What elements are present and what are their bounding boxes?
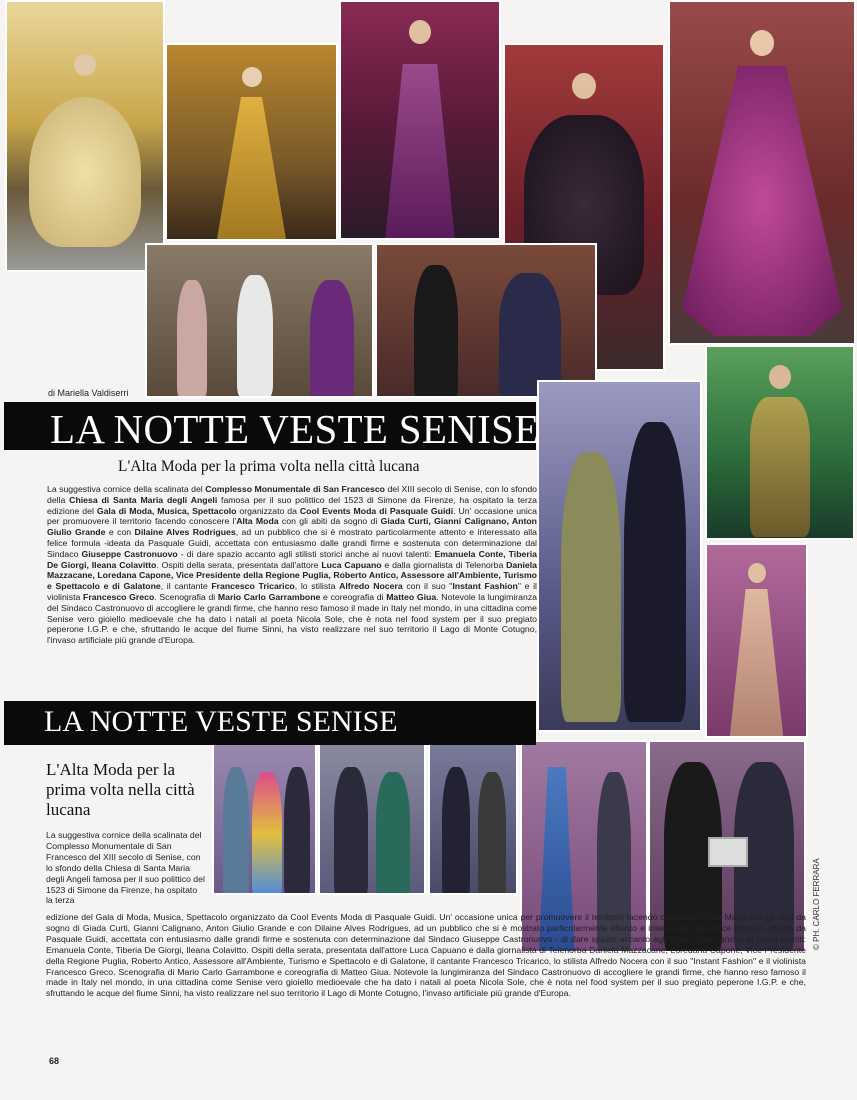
model-head <box>242 67 262 87</box>
model-dress <box>750 397 810 537</box>
person-right <box>310 280 354 398</box>
model-head <box>748 563 766 583</box>
photo-credit: © PH. CARLO FERRARA <box>812 858 821 950</box>
person-left <box>177 280 207 398</box>
headline-banner-2 <box>4 701 536 745</box>
person-left <box>442 767 470 895</box>
article-body-wide: edizione del Gala di Moda, Musica, Spettacolo organizzato da Cool Events Moda di Pasquale Guidi. Un' occasione unica per promuovere il territorio facendo conoscere l'Alta Moda con gli abiti da sogno di Giada Curti, Gianni Calignano, Anton Giulio Grande e con Dilaine Alves Rodrigues, ad un pubblico che si è mostrato particolarmente attento e interessato alla felice formula -ideata da Pasquale Guidi, accettata con entusiasmo dalle grandi firme e sostenuta con determinazione dal Sindaco Giuseppe Castronuovo - di dare spazio accanto agli stilisti storici anche ai nuovi talenti: Emanuela Conte, Tiberia De Giorgi, Ileana Colavitto. Ospiti della serata, presentata dall'attore Luca Capuano e dalla giornalista di Telenorba Daniela Mazzacane, Loredana Capone, Vice Presidente della Regione Puglia, Roberto Antico, Assessore all'Ambiente, Turismo e Spettacolo e di Galatone, il cantante Francesco Tricarico, lo stilista Alfredo Nocera con il suo "Instant Fashion" e il violinista Francesco Greco. Scenografia di Mario Carlo Garrambone e coreografia di Matteo Giua. Notevole la lungimiranza del Sindaco Castronuovo di accogliere le grandi firme, che hanno reso famoso il made in Italy nel mondo, in una cittadina come Senise vero gioiello medioevale che ha dato i natali al poeta Nicola Sole, che è nota nel food system per il suo pregiato peperone I.G.P. e che, sfruttando le acque del fiume Sinni, ha visto realizzare nel suo territorio il Lago di Monte Cotugno, l'invaso artificiale più grande d'Europa. <box>46 912 806 999</box>
model-dress <box>29 97 141 247</box>
headline-banner-1 <box>4 402 540 452</box>
person-1 <box>223 767 249 895</box>
runway-photo-purple-feather-dress <box>339 0 501 240</box>
runway-photo-straw-gown <box>5 0 165 272</box>
page-number: 68 <box>49 1056 60 1066</box>
award-photo-man-and-woman <box>428 740 518 895</box>
person-left <box>334 767 368 895</box>
person-model <box>414 265 458 398</box>
person-right <box>376 772 410 895</box>
person-2 <box>252 772 282 895</box>
runway-photo-gold-gown <box>165 43 338 241</box>
award-photo-woman-with-host <box>537 380 702 732</box>
award-photo-two-men <box>318 740 426 895</box>
model-head <box>409 20 431 44</box>
model-head <box>769 365 791 389</box>
model-head <box>572 73 596 99</box>
model-head <box>750 30 774 56</box>
headline: LA NOTTE VESTE SENISE <box>50 406 540 452</box>
person-woman <box>561 452 621 722</box>
person-3 <box>284 767 310 895</box>
stage-photo-model-and-host <box>375 243 597 398</box>
stage-photo-designer-and-models <box>145 243 374 398</box>
subtitle: L'Alta Moda per la prima volta nella città lucana <box>46 760 195 819</box>
runway-photo-pink-gown <box>705 543 808 738</box>
person-right <box>478 772 506 895</box>
photo-bg <box>377 245 595 396</box>
award-plaque <box>708 837 748 867</box>
person-center <box>237 275 273 397</box>
article-body-column: La suggestiva cornice della scalinata del Complesso Monumentale di San Francesco del XIII secolo di Senise, con lo sfondo della Chiesa di Santa Maria degli Angeli famosa per il suo polittico del 1523 di Simone da Firenze, ha ospitato la terza <box>46 830 205 906</box>
subtitle: L'Alta Moda per la prima volta nella città lucana <box>118 458 420 475</box>
award-photo-group-colorful <box>212 740 317 895</box>
headline: LA NOTTE VESTE SENISE <box>44 705 398 738</box>
model-head <box>74 54 96 76</box>
person-host <box>624 422 686 722</box>
byline: di Mariella Valdiserri <box>48 388 129 398</box>
runway-photo-magenta-feather-cape <box>668 0 856 345</box>
article-body: La suggestiva cornice della scalinata del Complesso Monumentale di San Francesco del XIII secolo di Senise, con lo sfondo della Chiesa di Santa Maria degli Angeli famosa per il suo polittico del 1523 di Simone da Firenze, ha ospitato la terza edizione del Gala di Moda, Musica, Spettacolo organizzato da Cool Events Moda di Pasquale Guidi. Un' occasione unica per promuovere il territorio facendo conoscere l'Alta Moda con gli abiti da sogno di Giada Curti, Gianni Calignano, Anton Giulio Grande e con Dilaine Alves Rodrigues, ad un pubblico che si è mostrato particolarmente attento e interessato alla felice formula -ideata da Pasquale Guidi, accettata con entusiasmo dalle grandi firme e sostenuta con determinazione dal Sindaco Giuseppe Castronuovo - di dare spazio accanto agli stilisti storici anche ai nuovi talenti: Emanuela Conte, Tiberia De Giorgi, Ileana Colavitto. Ospiti della serata, presentata dall'attore Luca Capuano e dalla giornalista di Telenorba Daniela Mazzacane, Loredana Capone, Vice Presidente della Regione Puglia, Roberto Antico, Assessore all'Ambiente, Turismo e Spettacolo e di Galatone, il cantante Francesco Tricarico, lo stilista Alfredo Nocera con il suo "Instant Fashion" e il violinista Francesco Greco. Scenografia di Mario Carlo Garrambone e coreografia di Matteo Giua. Notevole la lungimiranza del Sindaco Castronuovo di accogliere le grandi firme, che hanno reso famoso il made in Italy nel mondo, in una cittadina come Senise vero gioiello medioevale che ha dato i natali al poeta Nicola Sole, che è nota nel food system per il suo pregiato peperone I.G.P. e che, sfruttando le acque del fiume Sinni, ha visto realizzare nel suo territorio il Lago di Monte Cotugno, l'invaso artificiale più grande d'Europa. <box>47 484 538 646</box>
runway-photo-gold-sequin-dress <box>705 345 855 540</box>
